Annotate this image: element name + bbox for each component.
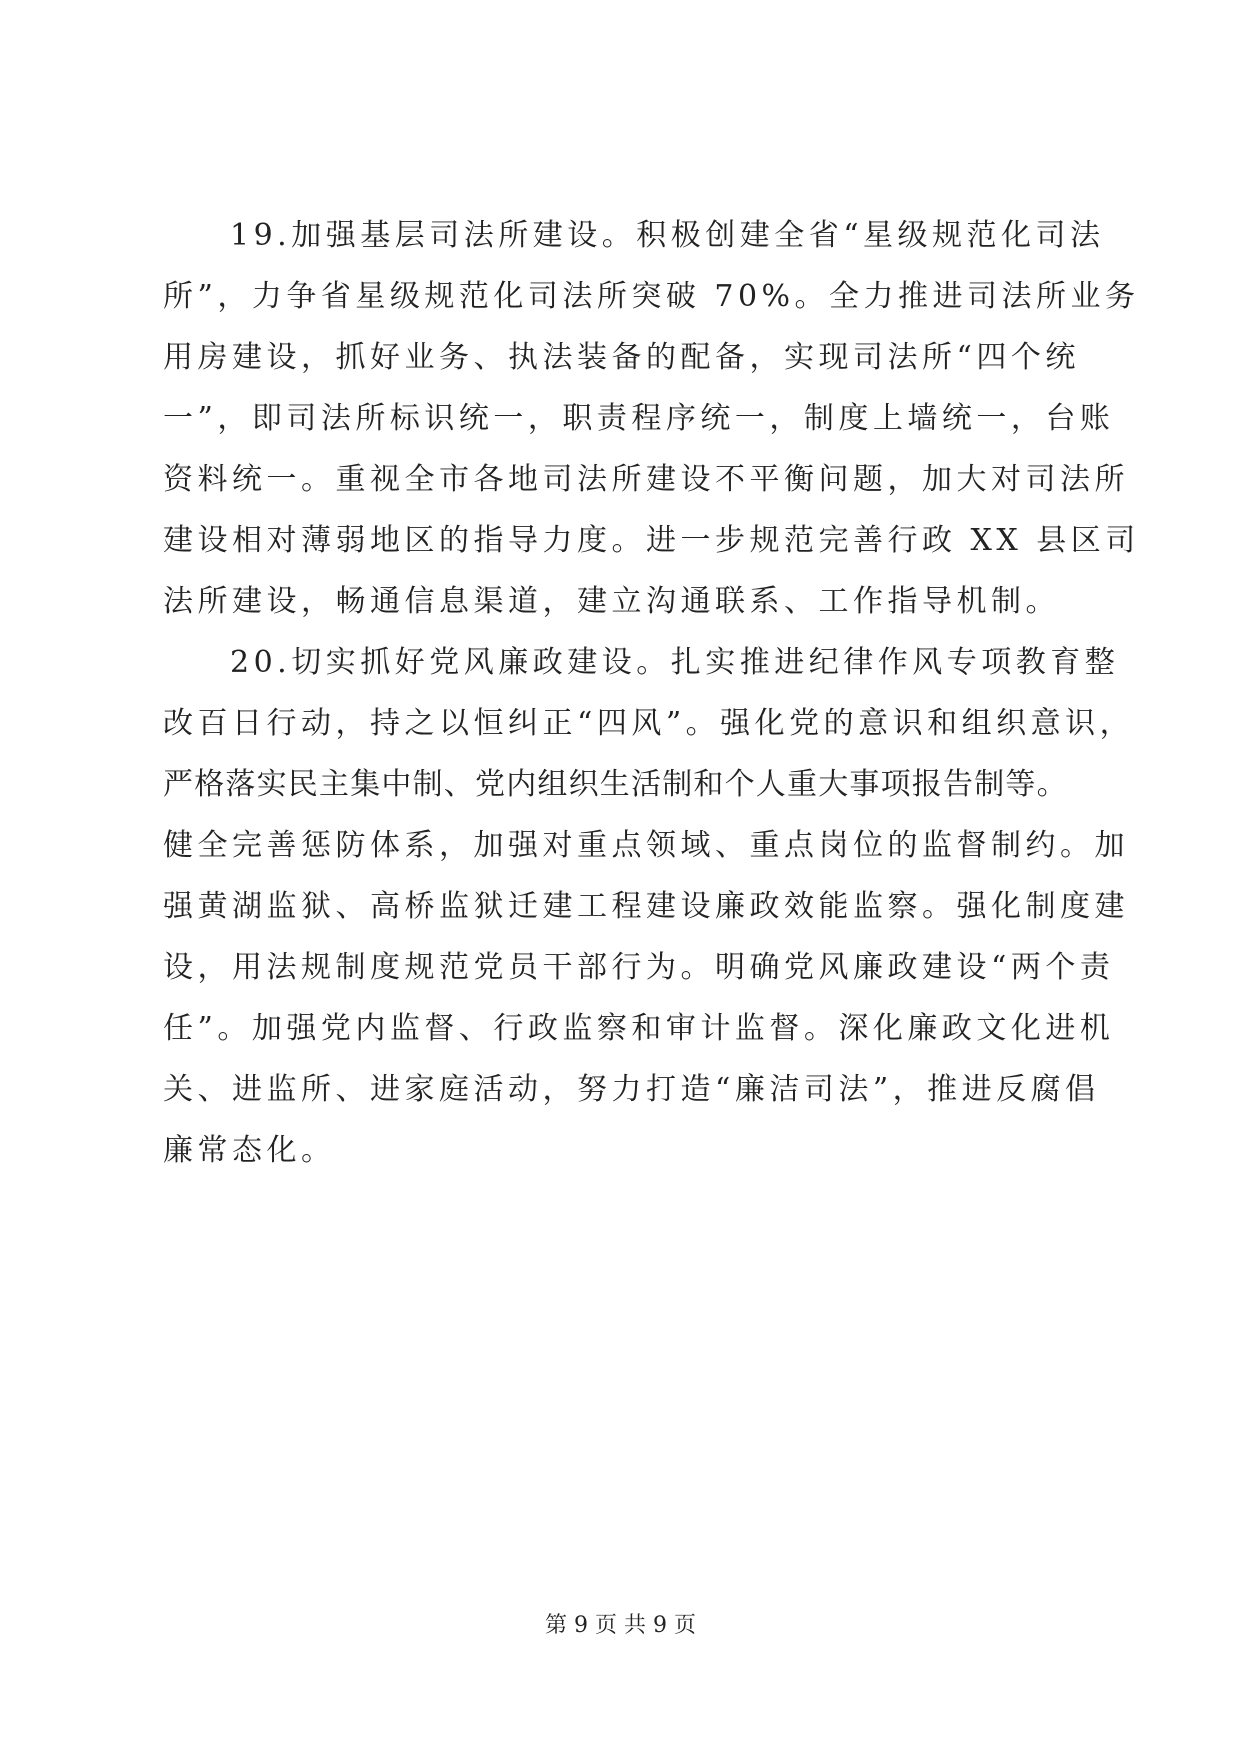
paragraph-20-line: 任”。加强党内监督、行政监察和审计监督。深化廉政文化进机	[163, 1011, 1115, 1046]
paragraph-20-line: 强黄湖监狱、高桥监狱迁建工程建设廉政效能监察。强化制度建	[163, 889, 1129, 924]
paragraph-19-line: 法所建设，畅通信息渠道，建立沟通联系、工作指导机制。	[163, 584, 1060, 619]
paragraph-19-line: 19.加强基层司法所建设。积极创建全省“星级规范化司法	[230, 218, 1105, 253]
paragraph-19-line: 所”，力争省星级规范化司法所突破 70%。全力推进司法所业务	[163, 279, 1140, 314]
paragraph-20-line: 关、进监所、进家庭活动，努力打造“廉洁司法”，推进反腐倡	[163, 1072, 1100, 1107]
paragraph-20-line: 严格落实民主集中制、党内组织生活制和个人重大事项报告制等。	[163, 767, 1068, 802]
paragraph-20-line: 改百日行动，持之以恒纠正“四风”。强化党的意识和组织意识，	[163, 706, 1135, 741]
paragraph-19-line: 建设相对薄弱地区的指导力度。进一步规范完善行政 XX 县区司	[163, 523, 1140, 558]
paragraph-20-line: 设，用法规制度规范党员干部行为。明确党风廉政建设“两个责	[163, 950, 1115, 985]
paragraph-19-line: 用房建设，抓好业务、执法装备的配备，实现司法所“四个统	[163, 340, 1080, 375]
body-text	[163, 205, 1140, 1181]
paragraph-20-line: 廉常态化。	[163, 1133, 336, 1168]
paragraph-19-line: 一”，即司法所标识统一，职责程序统一，制度上墙统一，台账	[163, 401, 1115, 436]
paragraph-19-line: 资料统一。重视全市各地司法所建设不平衡问题，加大对司法所	[163, 462, 1129, 497]
page-number-footer: 第 9 页 共 9 页	[545, 1613, 696, 1638]
paragraph-20-line: 健全完善惩防体系，加强对重点领域、重点岗位的监督制约。加	[163, 828, 1129, 863]
paragraph-20-line: 20.切实抓好党风廉政建设。扎实推进纪律作风专项教育整	[230, 645, 1120, 680]
